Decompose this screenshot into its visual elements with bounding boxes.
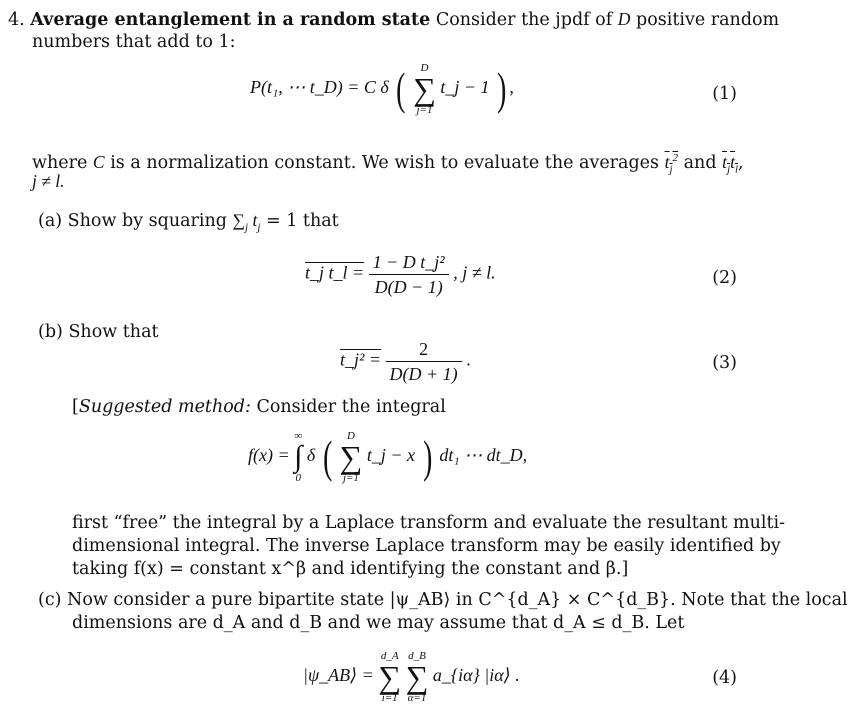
integral-sum-bottom: j=1 (342, 472, 359, 484)
eq3-fraction (386, 337, 462, 386)
integral-body: t_j − x (366, 445, 415, 466)
eq4-sum-alpha-top: d_B (408, 650, 426, 662)
suggested-label: Suggested method: (78, 397, 251, 417)
eq2-tail: , j ≠ l. (453, 262, 496, 283)
part-a-text: Show by squaring (67, 211, 227, 231)
eq1-lhs: P(t₁, ⋯ t_D) = C δ (250, 77, 389, 98)
suggested-bracket: [ (72, 397, 79, 417)
eq1-tail: , (509, 77, 514, 98)
avg-tjtl: $t_jt_l$ (722, 151, 738, 176)
eq2-denominator: D(D − 1) (374, 277, 443, 297)
part-b-label: (b) (38, 322, 63, 342)
intro-text-2: positive random (636, 10, 780, 30)
after-int-line1: first “free” the integral by a Laplace transform and evaluate the resultant multi- (72, 513, 786, 533)
problem-number: 4. (8, 10, 25, 30)
eq1-sum-bottom: j=1 (416, 104, 433, 116)
eq2-number: (2) (712, 268, 737, 288)
equation-1: P(t₁, ⋯ t_D) = C δ ( D ∑ j=1 t_j − 1 ) , (250, 62, 514, 116)
intro-line-2: numbers that add to 1: (32, 32, 236, 52)
avg-tj2: $t_j^2$ (664, 151, 679, 176)
integral-delta: δ (306, 445, 316, 466)
part-b (38, 321, 159, 343)
suggested-method (72, 396, 446, 418)
eq3-denominator: D(D + 1) (389, 364, 458, 384)
after-eq1-text: is a normalization constant. We wish to evaluate the averages (110, 152, 660, 173)
eq4-sum-i-top: d_A (380, 650, 399, 662)
eq1-body: t_j − 1 (440, 77, 490, 98)
problem-title: Average entanglement in a random state (30, 10, 431, 30)
integral-sum: D ∑ j=1 (339, 430, 363, 484)
eq1-sum: D ∑ j=1 (413, 62, 436, 116)
after-eq1-where: where (32, 152, 88, 173)
integral-sign: ∞ ∫ 0 (294, 430, 303, 484)
integral-tail: dt₁ ⋯ dt_D, (439, 445, 528, 466)
eq4-sum-i: d_A ∑ i=1 (378, 650, 402, 704)
integral-equation: f(x) = ∞ ∫ 0 δ ( D ∑ j=1 t_j − x ) dt₁ ⋯ dt_D, (248, 430, 528, 484)
part-a: (a) Show by squaring $\sum_j$ $t_j = 1$ that (38, 210, 339, 234)
integral-lhs: f(x) = (248, 445, 290, 466)
eq3-lhs: t_j² = (340, 349, 382, 370)
eq3-numerator: 2 (386, 337, 462, 362)
eq2-fraction (369, 250, 449, 299)
suggested-text: Consider the integral (256, 397, 446, 417)
part-c-line2: dimensions are d_A and d_B and we may assume that d_A ≤ d_B. Let (72, 613, 685, 633)
eq3-number: (3) (712, 353, 737, 373)
integral-bottom: 0 (295, 472, 301, 484)
after-eq1-line: where C is a normalization constant. We wish to evaluate the averages $t_j^2$ and $t_jt_l$, (32, 151, 744, 176)
equation-2 (305, 250, 496, 299)
integral-sum-top: D (346, 430, 355, 442)
eq4-sum-alpha: d_B ∑ α=1 (405, 650, 429, 704)
eq4-number: (4) (712, 668, 737, 688)
part-c-label: (c) (38, 590, 62, 610)
eq4-lhs: |ψ_AB⟩ = (303, 665, 374, 686)
part-c-line1: Now consider a pure bipartite state |ψ_AB⟩ in C^{d_A} × C^{d_B}. Note that the local (67, 590, 848, 610)
after-eq1-C: C (92, 151, 105, 172)
eq4-sum-i-bottom: i=1 (381, 692, 398, 704)
after-eq1-line2: j ≠ l. (32, 171, 65, 191)
intro-D: D (617, 9, 631, 29)
part-a-tail: = 1 that (266, 211, 339, 231)
eq1-number: (1) (712, 84, 737, 104)
after-int-line3: taking f(x) = constant x^β and identifying the constant and β.] (72, 559, 629, 579)
eq4-sum-alpha-bottom: α=1 (407, 692, 427, 704)
eq2-numerator: 1 − D t_j² (369, 250, 449, 275)
part-b-text: Show that (68, 322, 159, 342)
equation-4 (303, 650, 520, 704)
intro-text-1: Consider the jpdf of (435, 10, 613, 30)
eq4-body: a_{iα} |iα⟩ . (432, 665, 520, 686)
eq3-tail: . (466, 349, 471, 370)
problem-heading (8, 8, 779, 31)
after-eq1-and: and (683, 152, 717, 173)
eq1-sum-top: D (420, 62, 429, 74)
integral-top: ∞ (294, 430, 303, 442)
part-a-label: (a) (38, 211, 63, 231)
eq2-lhs: t_j t_l = (305, 262, 365, 283)
part-c (38, 589, 848, 611)
equation-3 (340, 337, 471, 386)
after-int-line2: dimensional integral. The inverse Laplace transform may be easily identified by (72, 536, 781, 556)
